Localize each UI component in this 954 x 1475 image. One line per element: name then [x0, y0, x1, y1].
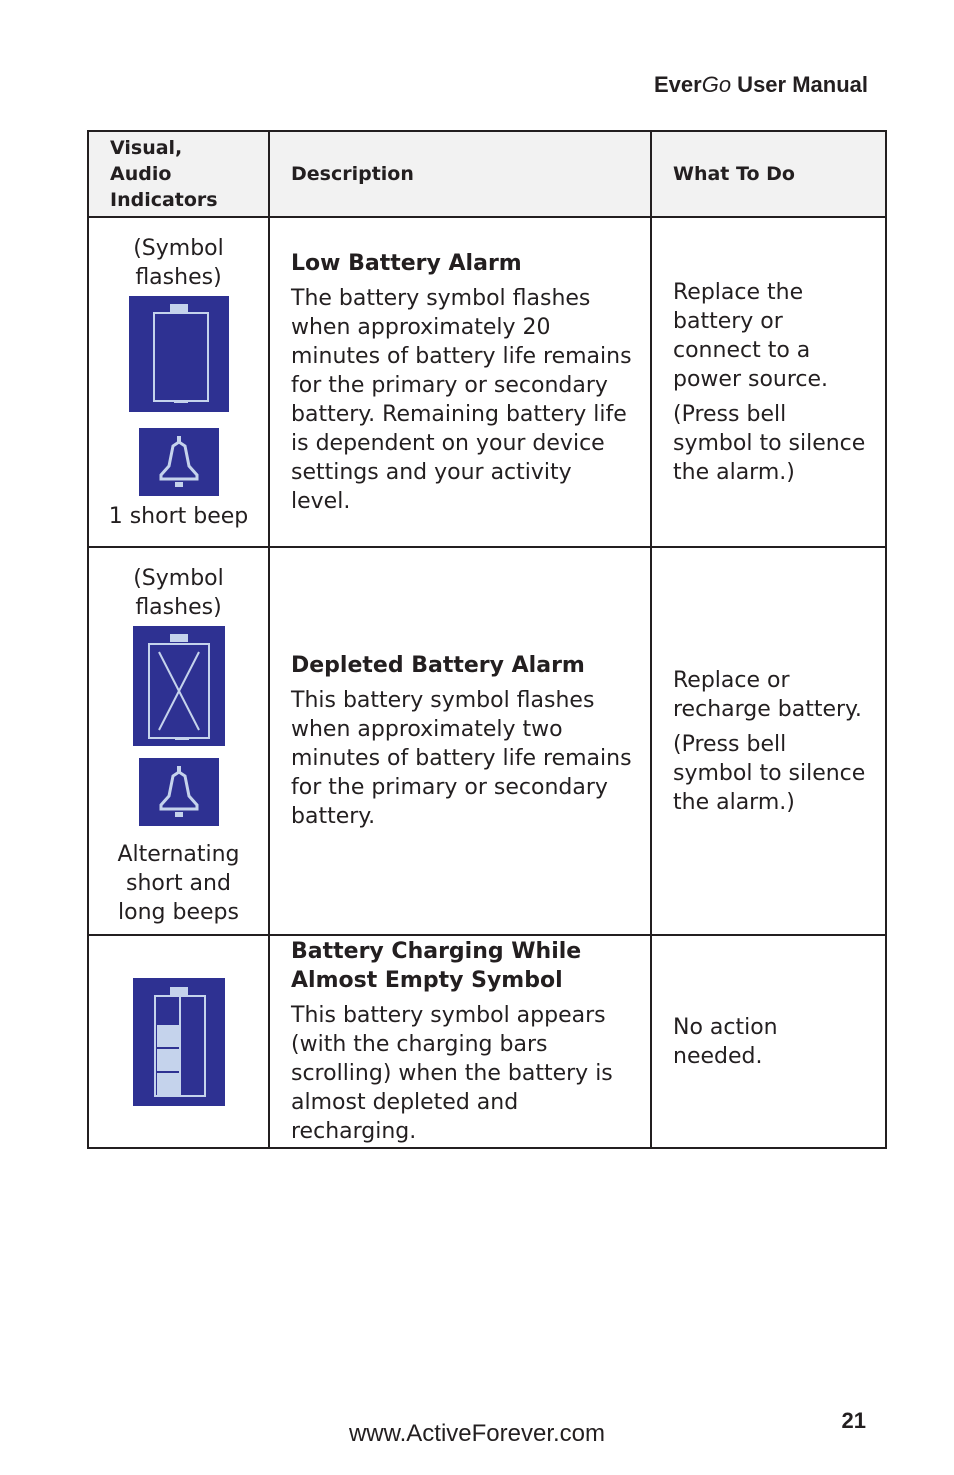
- description-cell: [269, 217, 651, 547]
- brand-go: Go: [701, 72, 732, 97]
- visual-top-text: (Symbol flashes): [133, 566, 224, 620]
- table-row: [88, 935, 886, 1148]
- description-cell: [269, 935, 651, 1148]
- alarm-description: This battery symbol flashes when approximately two minutes of battery life remains for the primary or secondary battery.: [291, 688, 632, 829]
- visual-bottom-text: 1 short beep: [108, 504, 249, 529]
- visual-top-text: (Symbol flashes): [133, 236, 224, 290]
- todo-note: (Press bell symbol to silence the alarm.): [673, 401, 866, 485]
- manual-header: [654, 72, 868, 98]
- battery-depleted-icon: [133, 626, 225, 746]
- indicator-table: [87, 130, 887, 1149]
- visual-cell: [88, 935, 269, 1148]
- todo-action: Replace the battery or connect to a power source.: [673, 279, 829, 392]
- col-header-visual: Visual, Audio Indicators: [88, 131, 269, 217]
- table-header-row: [88, 131, 886, 217]
- what-to-do-cell: [651, 547, 886, 935]
- visual-cell: [88, 217, 269, 547]
- todo-action: No action needed.: [673, 1014, 778, 1069]
- todo-note: (Press bell symbol to silence the alarm.): [673, 731, 866, 815]
- alarm-title: Depleted Battery Alarm: [291, 653, 585, 678]
- col-header-description: Description: [269, 131, 651, 217]
- battery-empty-icon: [129, 296, 229, 412]
- header-suffix: User Manual: [731, 72, 868, 97]
- page-number: 21: [841, 1408, 866, 1433]
- alarm-title: Low Battery Alarm: [291, 250, 522, 276]
- alarm-description: This battery symbol appears (with the charging bars scrolling) when the battery is almost depleted and recharging.: [291, 1003, 613, 1144]
- bell-icon: [139, 428, 219, 496]
- description-cell: [269, 547, 651, 935]
- col-header-what-to-do: What To Do: [651, 131, 886, 217]
- table-row: [88, 217, 886, 547]
- visual-bottom-text: Alternating short and long beeps: [117, 842, 240, 925]
- what-to-do-cell: [651, 935, 886, 1148]
- alarm-description: The battery symbol flashes when approximately 20 minutes of battery life remains for the primary or secondary battery. Remaining battery life is dependent on your device settings and your activity level.: [291, 285, 632, 514]
- table-row: [88, 547, 886, 935]
- todo-action: Replace or recharge battery.: [673, 667, 862, 722]
- brand-ever: Ever: [653, 72, 702, 97]
- what-to-do-cell: [651, 217, 886, 547]
- bell-icon: [139, 758, 219, 826]
- footer-url: www.ActiveForever.com: [348, 1420, 606, 1447]
- alarm-title: Battery Charging While Almost Empty Symbol: [291, 939, 582, 993]
- battery-charging-icon: [133, 978, 225, 1106]
- visual-cell: [88, 547, 269, 935]
